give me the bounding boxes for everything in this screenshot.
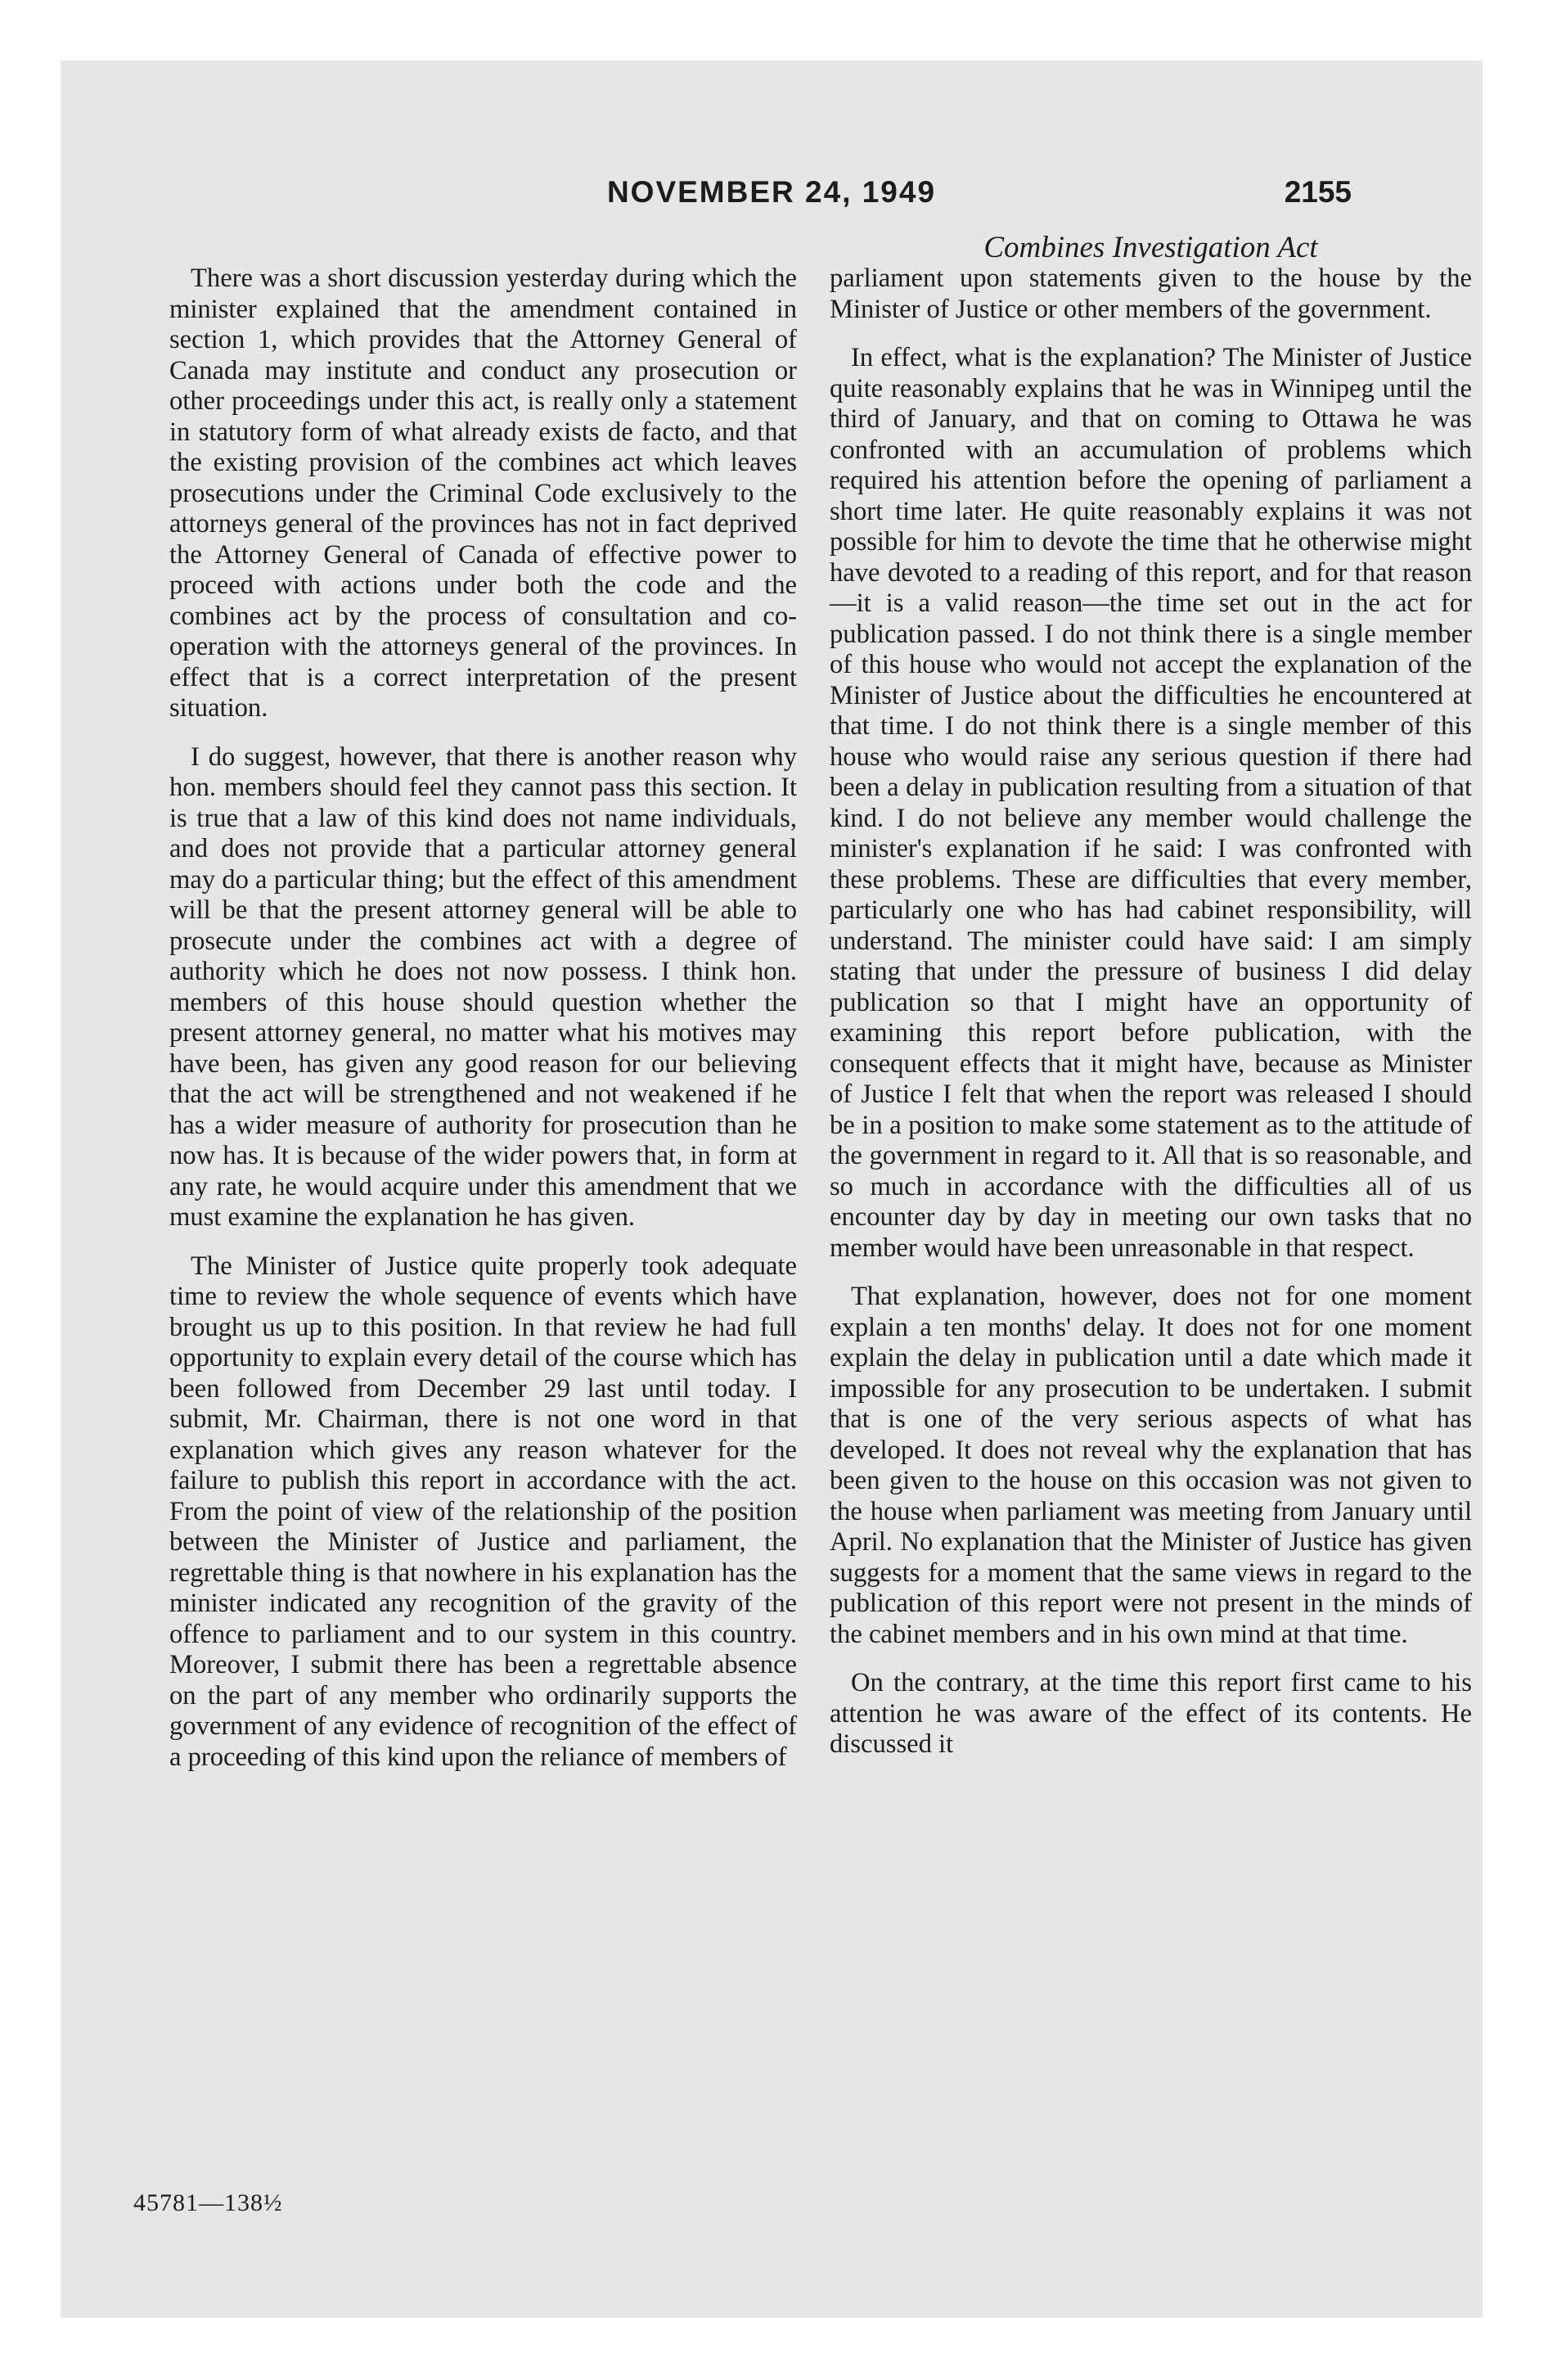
paragraph: On the contrary, at the time this report first came to his attention he was aware of the effect of its contents. He discussed it (830, 1668, 1472, 1759)
header-date: NOVEMBER 24, 1949 (606, 175, 937, 209)
scanned-page (61, 61, 1483, 2318)
page-number: 2155 (1284, 175, 1352, 209)
page-header (61, 175, 1483, 216)
running-title: Combines Investigation Act (983, 231, 1318, 264)
paragraph: I do suggest, however, that there is another reason why hon. members should feel they cannot pass this section. It is true that a law of this kind does not name individuals, and does not provide that a particular attorney general may do a particular thing; but the effect of this amendment will be that the present attorney general will be able to prosecute under the combines act with a degree of authority which he does not now possess. I think hon. members of this house should question whether the present attorney general, no matter what his motives may have been, has given any good reason for our believing that the act will be strengthened and not weakened if he has a wider measure of authority for prosecution than he now has. It is because of the wider powers that, in form at any rate, he would acquire under this amendment that we must examine the explanation he has given. (169, 741, 797, 1232)
right-column (830, 264, 1472, 1778)
paragraph: The Minister of Justice quite properly took adequate time to review the whole sequence of events which have brought us up to this position. In that review he had full opportunity to explain every detail of the course which has been followed from December 29 last until today. I submit, Mr. Chairman, there is not one word in that explanation which gives any reason whatever for the failure to publish this report in accordance with the act. From the point of view of the relationship of the position between the Minister of Justice and parliament, the regrettable thing is that nowhere in his explanation has the minister indicated any recognition of the gravity of the offence to parliament and to our system in this country. Moreover, I submit there has been a regrettable absence on the part of any member who ordinarily supports the government of any evidence of recognition of the effect of a proceeding of this kind upon the reliance of members of (169, 1251, 797, 1772)
paragraph: In effect, what is the explanation? The Minister of Justice quite reasonably explains that he was in Winnipeg until the third of January, and that on coming to Ottawa he was confronted with an accumulation of problems which required his attention before the opening of parliament a short time later. He quite reasonably explains it was not possible for him to devote the time that he otherwise might have devoted to a reading of this report, and for that reason—it is a valid reason—the time set out in the act for publication passed. I do not think there is a single member of this house who would not accept the explanation of the Minister of Justice about the difficulties he encountered at that time. I do not think there is a single member of this house who would raise any serious question if there had been a delay in publication resulting from a situation of that kind. I do not believe any member would challenge the minister's explanation if he said: I was confronted with these problems. These are difficulties that every member, particularly one who has had cabinet responsibility, will understand. The minister could have said: I am simply stating that under the pressure of business I did delay publication so that I might have an opportunity of examining this report before publication, with the consequent effects that it might have, because as Minister of Justice I felt that when the report was released I should be in a position to make some statement as to the attitude of the government in regard to it. All that is so reasonable, and so much in accordance with the difficulties all of us encounter day by day in meeting our own tasks that no member would have been unreasonable in that respect. (830, 343, 1472, 1263)
printer-code: 45781—138½ (133, 2189, 283, 2216)
paragraph: There was a short discussion yesterday during which the minister explained that the amendment contained in section 1, which provides that the Attorney General of Canada may institute and conduct any prosecution or other proceedings under this act, is really only a statement in statutory form of what already exists de facto, and that the existing provision of the combines act which leaves prosecutions under the Criminal Code exclusively to the attorneys general of the provinces has not in fact deprived the Attorney General of Canada of effective power to proceed with actions under both the code and the combines act by the process of consultation and co-operation with the attorneys general of the provinces. In effect that is a correct interpretation of the present situation. (169, 264, 797, 723)
left-column (169, 264, 797, 1791)
paragraph: parliament upon statements given to the house by the Minister of Justice or other members of the government. (830, 264, 1472, 324)
paragraph: That explanation, however, does not for one moment explain a ten months' delay. It does not for one moment explain the delay in publication until a date which made it impossible for any prosecution to be undertaken. I submit that is one of the very serious aspects of what has developed. It does not reveal why the explanation that has been given to the house on this occasion was not given to the house when parliament was meeting from January until April. No explanation that the Minister of Justice has given suggests for a moment that the same views in regard to the publication of this report were not present in the minds of the cabinet members and in his own mind at that time. (830, 1282, 1472, 1649)
